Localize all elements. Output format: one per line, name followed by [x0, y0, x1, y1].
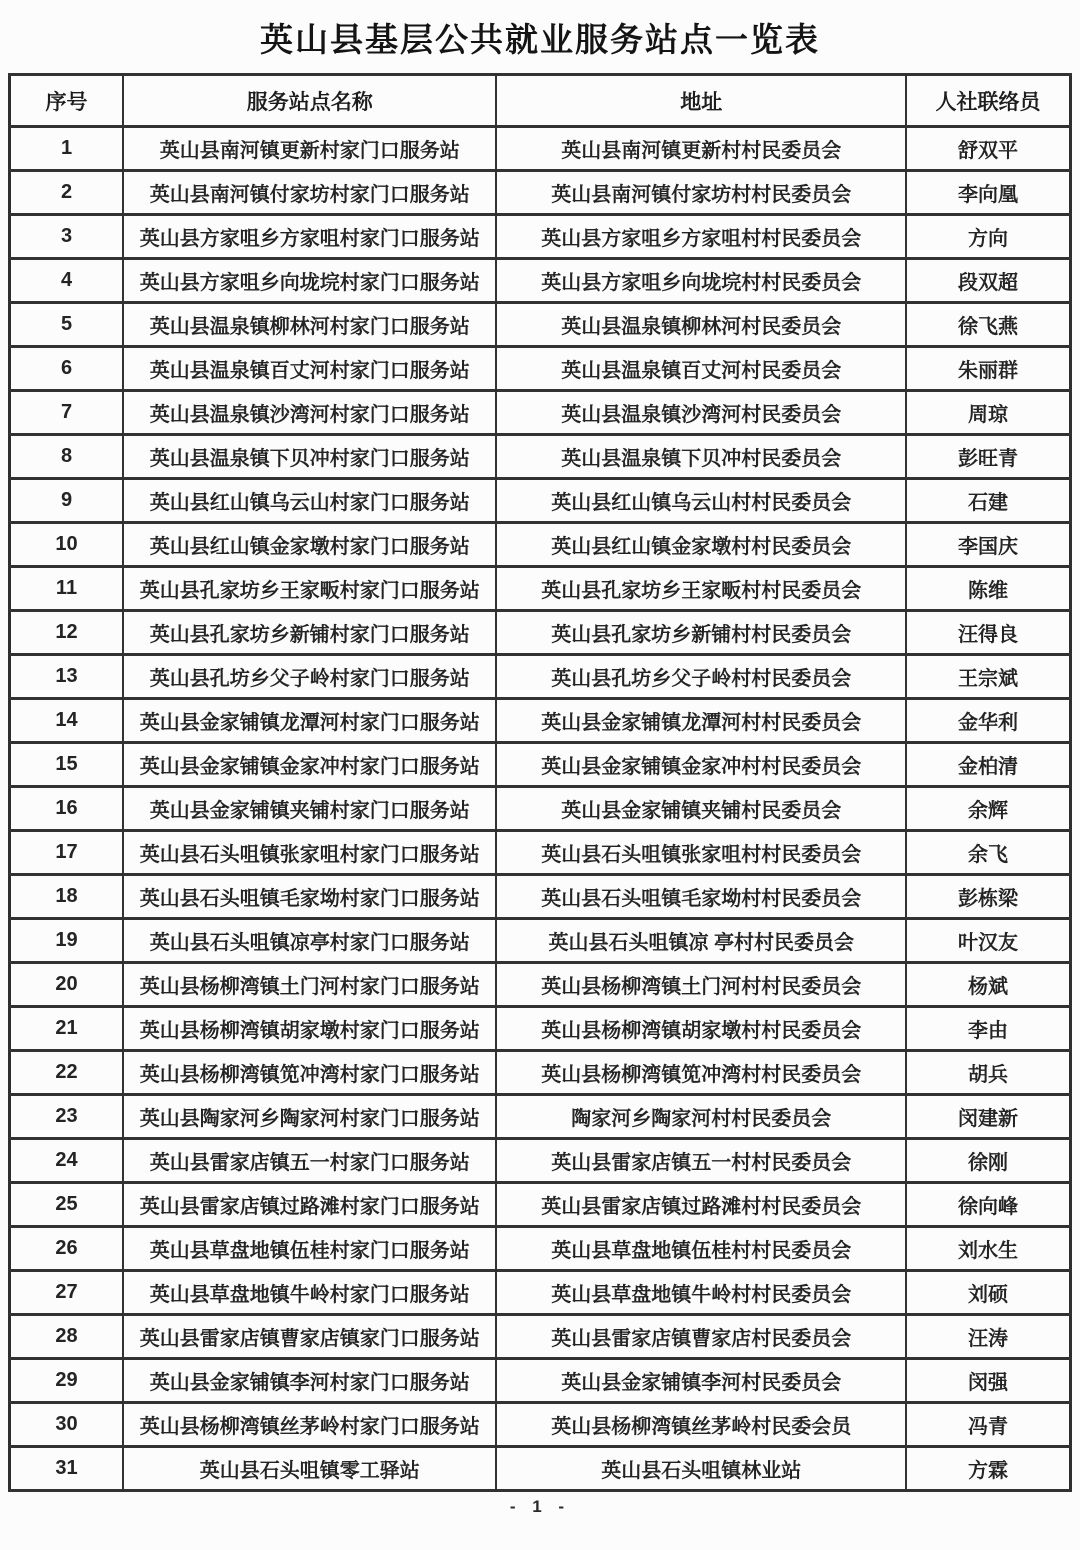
header-index: 序号: [10, 75, 124, 127]
cell-address: 英山县金家铺镇夹铺村民委员会: [496, 787, 906, 831]
cell-liaison: 方向: [906, 215, 1070, 259]
table-row: [10, 611, 1071, 655]
cell-address: 英山县温泉镇沙湾河村民委员会: [496, 391, 906, 435]
cell-liaison: 段双超: [906, 259, 1070, 303]
cell-address: 英山县方家咀乡向垅垸村村民委员会: [496, 259, 906, 303]
cell-liaison: 刘硕: [906, 1271, 1070, 1315]
cell-index: 6: [10, 347, 124, 391]
cell-liaison: 汪得良: [906, 611, 1070, 655]
cell-index: 27: [10, 1271, 124, 1315]
cell-index: 24: [10, 1139, 124, 1183]
cell-address: 英山县杨柳湾镇丝茅岭村民委会员: [496, 1403, 906, 1447]
table-row: [10, 523, 1071, 567]
cell-station-name: 英山县孔坊乡父子岭村家门口服务站: [123, 655, 496, 699]
table-row: [10, 215, 1071, 259]
cell-station-name: 英山县孔家坊乡新铺村家门口服务站: [123, 611, 496, 655]
cell-liaison: 闵建新: [906, 1095, 1070, 1139]
cell-index: 31: [10, 1447, 124, 1491]
table-row: [10, 1007, 1071, 1051]
cell-address: 英山县草盘地镇牛岭村村民委员会: [496, 1271, 906, 1315]
table-row: [10, 743, 1071, 787]
cell-address: 陶家河乡陶家河村村民委员会: [496, 1095, 906, 1139]
cell-liaison: 金柏清: [906, 743, 1070, 787]
table-row: [10, 127, 1071, 171]
cell-index: 14: [10, 699, 124, 743]
cell-station-name: 英山县温泉镇下贝冲村家门口服务站: [123, 435, 496, 479]
cell-liaison: 徐向峰: [906, 1183, 1070, 1227]
cell-station-name: 英山县草盘地镇伍桂村家门口服务站: [123, 1227, 496, 1271]
cell-station-name: 英山县金家铺镇夹铺村家门口服务站: [123, 787, 496, 831]
cell-address: 英山县孔坊乡父子岭村村民委员会: [496, 655, 906, 699]
cell-index: 19: [10, 919, 124, 963]
cell-address: 英山县石头咀镇张家咀村村民委员会: [496, 831, 906, 875]
cell-address: 英山县杨柳湾镇胡家墩村村民委员会: [496, 1007, 906, 1051]
cell-station-name: 英山县雷家店镇五一村家门口服务站: [123, 1139, 496, 1183]
cell-station-name: 英山县草盘地镇牛岭村家门口服务站: [123, 1271, 496, 1315]
table-row: [10, 1227, 1071, 1271]
cell-liaison: 徐飞燕: [906, 303, 1070, 347]
cell-station-name: 英山县温泉镇柳林河村家门口服务站: [123, 303, 496, 347]
cell-liaison: 李向凰: [906, 171, 1070, 215]
cell-index: 17: [10, 831, 124, 875]
cell-index: 25: [10, 1183, 124, 1227]
table-row: [10, 655, 1071, 699]
cell-address: 英山县石头咀镇毛家坳村村民委员会: [496, 875, 906, 919]
table-row: [10, 787, 1071, 831]
cell-station-name: 英山县金家铺镇李河村家门口服务站: [123, 1359, 496, 1403]
cell-index: 23: [10, 1095, 124, 1139]
cell-station-name: 英山县石头咀镇毛家坳村家门口服务站: [123, 875, 496, 919]
table-row: [10, 1359, 1071, 1403]
cell-liaison: 王宗斌: [906, 655, 1070, 699]
cell-index: 5: [10, 303, 124, 347]
cell-liaison: 余辉: [906, 787, 1070, 831]
cell-liaison: 金华利: [906, 699, 1070, 743]
cell-liaison: 彭旺青: [906, 435, 1070, 479]
cell-station-name: 英山县石头咀镇零工驿站: [123, 1447, 496, 1491]
cell-address: 英山县孔家坊乡新铺村村民委员会: [496, 611, 906, 655]
table-row: [10, 1051, 1071, 1095]
cell-index: 12: [10, 611, 124, 655]
header-station-name: 服务站点名称: [123, 75, 496, 127]
cell-station-name: 英山县方家咀乡向垅垸村家门口服务站: [123, 259, 496, 303]
cell-liaison: 李由: [906, 1007, 1070, 1051]
cell-address: 英山县孔家坊乡王家畈村村民委员会: [496, 567, 906, 611]
cell-station-name: 英山县温泉镇百丈河村家门口服务站: [123, 347, 496, 391]
table-row: [10, 567, 1071, 611]
cell-index: 3: [10, 215, 124, 259]
cell-index: 21: [10, 1007, 124, 1051]
cell-station-name: 英山县孔家坊乡王家畈村家门口服务站: [123, 567, 496, 611]
table-row: [10, 1403, 1071, 1447]
cell-liaison: 方霖: [906, 1447, 1070, 1491]
cell-station-name: 英山县南河镇付家坊村家门口服务站: [123, 171, 496, 215]
table-row: [10, 303, 1071, 347]
cell-address: 英山县温泉镇下贝冲村民委员会: [496, 435, 906, 479]
cell-index: 2: [10, 171, 124, 215]
table-row: [10, 259, 1071, 303]
cell-index: 30: [10, 1403, 124, 1447]
cell-liaison: 朱丽群: [906, 347, 1070, 391]
cell-index: 8: [10, 435, 124, 479]
cell-liaison: 刘水生: [906, 1227, 1070, 1271]
cell-index: 7: [10, 391, 124, 435]
cell-index: 29: [10, 1359, 124, 1403]
cell-liaison: 冯青: [906, 1403, 1070, 1447]
table-row: [10, 347, 1071, 391]
cell-index: 18: [10, 875, 124, 919]
table-row: [10, 875, 1071, 919]
table-row: [10, 1183, 1071, 1227]
cell-station-name: 英山县金家铺镇龙潭河村家门口服务站: [123, 699, 496, 743]
cell-address: 英山县石头咀镇凉 亭村村民委员会: [496, 919, 906, 963]
table-row: [10, 1095, 1071, 1139]
cell-address: 英山县南河镇更新村村民委员会: [496, 127, 906, 171]
cell-liaison: 彭栋梁: [906, 875, 1070, 919]
cell-station-name: 英山县金家铺镇金家冲村家门口服务站: [123, 743, 496, 787]
cell-address: 英山县杨柳湾镇土门河村村民委员会: [496, 963, 906, 1007]
cell-address: 英山县金家铺镇龙潭河村村民委员会: [496, 699, 906, 743]
cell-station-name: 英山县杨柳湾镇胡家墩村家门口服务站: [123, 1007, 496, 1051]
cell-station-name: 英山县杨柳湾镇丝茅岭村家门口服务站: [123, 1403, 496, 1447]
page-number: - 1 -: [509, 1497, 571, 1516]
cell-liaison: 李国庆: [906, 523, 1070, 567]
cell-station-name: 英山县温泉镇沙湾河村家门口服务站: [123, 391, 496, 435]
cell-index: 13: [10, 655, 124, 699]
cell-index: 28: [10, 1315, 124, 1359]
cell-index: 4: [10, 259, 124, 303]
cell-liaison: 叶汉友: [906, 919, 1070, 963]
cell-address: 英山县金家铺镇李河村民委员会: [496, 1359, 906, 1403]
cell-address: 英山县石头咀镇林业站: [496, 1447, 906, 1491]
table-row: [10, 1271, 1071, 1315]
table-header: [10, 75, 1071, 127]
cell-station-name: 英山县杨柳湾镇笕冲湾村家门口服务站: [123, 1051, 496, 1095]
cell-station-name: 英山县方家咀乡方家咀村家门口服务站: [123, 215, 496, 259]
header-liaison: 人社联络员: [906, 75, 1070, 127]
table-row: [10, 1447, 1071, 1491]
header-row: [10, 75, 1071, 127]
cell-liaison: 胡兵: [906, 1051, 1070, 1095]
cell-address: 英山县温泉镇柳林河村民委员会: [496, 303, 906, 347]
cell-index: 20: [10, 963, 124, 1007]
cell-liaison: 汪涛: [906, 1315, 1070, 1359]
table-row: [10, 699, 1071, 743]
cell-address: 英山县草盘地镇伍桂村村民委员会: [496, 1227, 906, 1271]
cell-station-name: 英山县石头咀镇张家咀村家门口服务站: [123, 831, 496, 875]
table-row: [10, 479, 1071, 523]
table-row: [10, 963, 1071, 1007]
table-row: [10, 919, 1071, 963]
cell-index: 11: [10, 567, 124, 611]
cell-liaison: 闵强: [906, 1359, 1070, 1403]
cell-index: 15: [10, 743, 124, 787]
cell-address: 英山县雷家店镇五一村村民委员会: [496, 1139, 906, 1183]
cell-station-name: 英山县红山镇乌云山村家门口服务站: [123, 479, 496, 523]
header-address: 地址: [496, 75, 906, 127]
cell-address: 英山县南河镇付家坊村村民委员会: [496, 171, 906, 215]
cell-index: 16: [10, 787, 124, 831]
cell-address: 英山县方家咀乡方家咀村村民委员会: [496, 215, 906, 259]
cell-address: 英山县雷家店镇过路滩村村民委员会: [496, 1183, 906, 1227]
cell-station-name: 英山县陶家河乡陶家河村家门口服务站: [123, 1095, 496, 1139]
table-row: [10, 1315, 1071, 1359]
table-row: [10, 171, 1071, 215]
table-row: [10, 435, 1071, 479]
cell-liaison: 陈维: [906, 567, 1070, 611]
cell-liaison: 杨斌: [906, 963, 1070, 1007]
cell-address: 英山县雷家店镇曹家店村民委员会: [496, 1315, 906, 1359]
cell-address: 英山县杨柳湾镇笕冲湾村村民委员会: [496, 1051, 906, 1095]
table-row: [10, 391, 1071, 435]
cell-address: 英山县金家铺镇金家冲村村民委员会: [496, 743, 906, 787]
service-stations-table: [8, 73, 1072, 1492]
table-body: [10, 127, 1071, 1491]
cell-liaison: 余飞: [906, 831, 1070, 875]
cell-liaison: 石建: [906, 479, 1070, 523]
cell-liaison: 舒双平: [906, 127, 1070, 171]
cell-index: 22: [10, 1051, 124, 1095]
cell-address: 英山县温泉镇百丈河村民委员会: [496, 347, 906, 391]
table-row: [10, 831, 1071, 875]
cell-station-name: 英山县石头咀镇凉亭村家门口服务站: [123, 919, 496, 963]
cell-index: 1: [10, 127, 124, 171]
cell-liaison: 周琼: [906, 391, 1070, 435]
cell-liaison: 徐刚: [906, 1139, 1070, 1183]
cell-station-name: 英山县南河镇更新村家门口服务站: [123, 127, 496, 171]
cell-index: 9: [10, 479, 124, 523]
page-title: 英山县基层公共就业服务站点一览表: [260, 21, 820, 58]
cell-address: 英山县红山镇金家墩村村民委员会: [496, 523, 906, 567]
table-row: [10, 1139, 1071, 1183]
cell-station-name: 英山县红山镇金家墩村家门口服务站: [123, 523, 496, 567]
cell-index: 26: [10, 1227, 124, 1271]
cell-station-name: 英山县雷家店镇过路滩村家门口服务站: [123, 1183, 496, 1227]
cell-index: 10: [10, 523, 124, 567]
cell-station-name: 英山县雷家店镇曹家店镇家门口服务站: [123, 1315, 496, 1359]
cell-station-name: 英山县杨柳湾镇土门河村家门口服务站: [123, 963, 496, 1007]
cell-address: 英山县红山镇乌云山村村民委员会: [496, 479, 906, 523]
